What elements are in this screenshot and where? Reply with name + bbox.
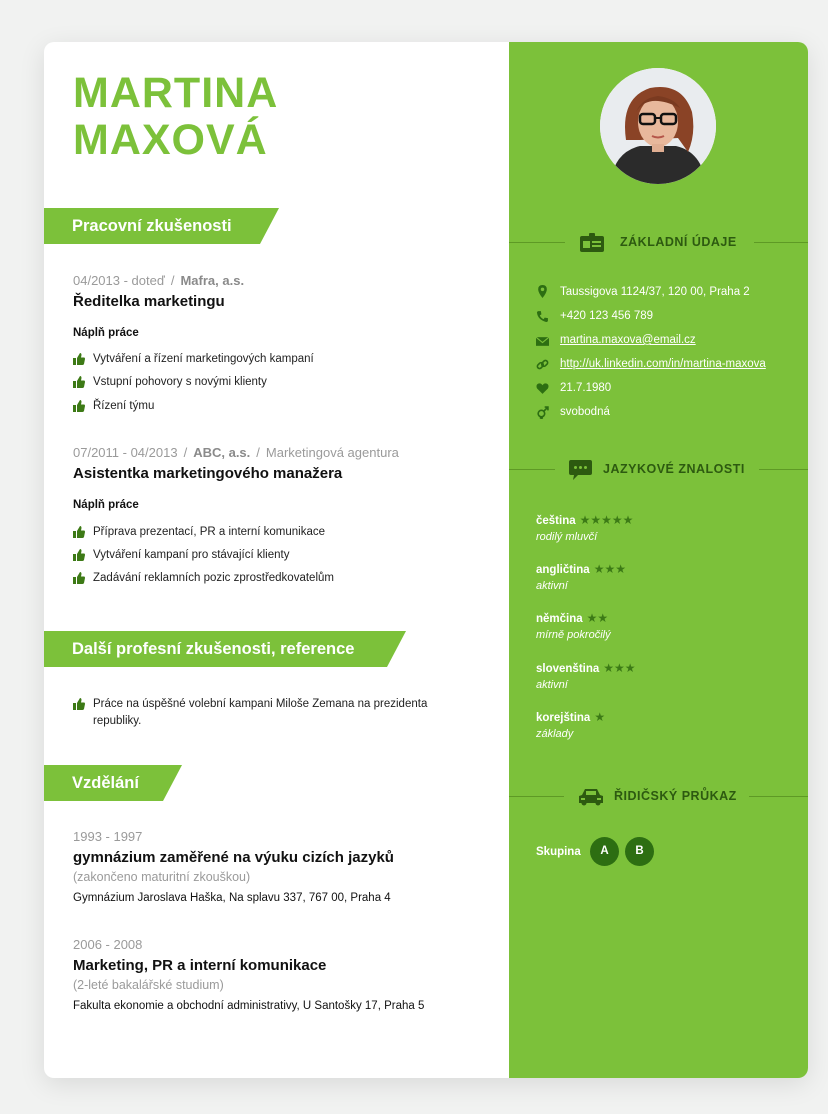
candidate-name (73, 70, 278, 164)
language-stars: ★★★★★ (579, 513, 634, 527)
language-level: mírně pokročilý (536, 629, 611, 641)
section-title-other: Další profesní zkušenosti, reference (72, 640, 355, 658)
language-name: němčina (536, 613, 583, 625)
job-title: Asistentka marketingového manažera (73, 465, 343, 482)
edu-address: Fakulta ekonomie a obchodní administrativy, U Santošky 17, Praha 5 (73, 1000, 425, 1012)
car-icon (578, 788, 604, 806)
edu-address: Gymnázium Jaroslava Haška, Na splavu 337, 767 00, Praha 4 (73, 892, 391, 904)
language-item (536, 661, 636, 675)
info-email[interactable]: martina.maxova@email.cz (560, 334, 696, 346)
edu-title: Marketing, PR a interní komunikace (73, 957, 327, 974)
language-name: korejština (536, 712, 591, 724)
location-pin-icon (536, 285, 549, 298)
info-birthdate: 21.7.1980 (560, 382, 612, 394)
job-period: 04/2013 - doteď (73, 273, 165, 288)
job-period: 07/2011 - 04/2013 (73, 445, 178, 460)
section-title-education: Vzdělání (72, 774, 139, 792)
duty-item: Řízení týmu (93, 400, 155, 412)
license-group-badge: B (625, 837, 654, 866)
info-address: Taussigova 1124/37, 120 00, Praha 2 (560, 286, 750, 298)
job-company: ABC, a.s. (193, 445, 251, 460)
language-stars: ★★★ (603, 661, 636, 675)
edu-note: (2-leté bakalářské studium) (73, 978, 224, 992)
edu-years: 1993 - 1997 (73, 829, 143, 844)
license-title: ŘIDIČSKÝ PRŮKAZ (614, 789, 737, 803)
license-group-badge: A (590, 837, 619, 866)
heart-icon (536, 382, 549, 395)
thumbs-up-icon (73, 698, 85, 710)
section-title-work: Pracovní zkušenosti (72, 217, 232, 235)
thumbs-up-icon (73, 376, 85, 388)
duty-item: Vytváření kampaní pro stávající klienty (93, 549, 290, 561)
language-level: aktivní (536, 679, 568, 691)
phone-icon (536, 310, 549, 323)
thumbs-up-icon (73, 353, 85, 365)
link-icon (536, 358, 549, 371)
profile-photo (600, 68, 716, 184)
language-level: aktivní (536, 580, 568, 592)
name-last: MAXOVÁ (73, 116, 268, 164)
email-icon (536, 335, 549, 348)
language-item (536, 710, 605, 724)
id-card-icon (580, 233, 604, 252)
thumbs-up-icon (73, 572, 85, 584)
job-meta: 07/2011 - 04/2013 / ABC, a.s. / Marketingová agentura (73, 445, 399, 460)
duty-item: Vstupní pohovory s novými klienty (93, 376, 267, 388)
languages-title: JAZYKOVÉ ZNALOSTI (603, 462, 745, 476)
language-level: rodilý mluvčí (536, 531, 598, 543)
basic-info-title: ZÁKLADNÍ ÚDAJE (620, 235, 737, 249)
job-company: Mafra, a.s. (180, 273, 245, 288)
right-column (509, 42, 808, 1078)
duties-label: Náplň práce (73, 327, 139, 339)
language-name: slovenština (536, 663, 600, 675)
speech-bubble-icon (569, 460, 592, 481)
job-title: Ředitelka marketingu (73, 293, 225, 310)
info-phone: +420 123 456 789 (560, 310, 654, 322)
language-item (536, 611, 608, 625)
name-first: MARTINA (73, 69, 279, 117)
thumbs-up-icon (73, 549, 85, 561)
thumbs-up-icon (73, 400, 85, 412)
languages-header (509, 460, 808, 480)
reference-line-2: republiky. (93, 715, 142, 727)
edu-years: 2006 - 2008 (73, 937, 143, 952)
language-stars: ★★★ (593, 562, 626, 576)
basic-info-header (509, 233, 808, 253)
license-group-label: Skupina (536, 846, 581, 858)
cv-sheet (44, 42, 808, 1078)
language-item (536, 513, 633, 527)
license-header (509, 787, 808, 807)
thumbs-up-icon (73, 526, 85, 538)
reference-line-1: Práce na úspěšné volební kampani Miloše Zemana na prezidenta (93, 698, 428, 710)
job-company-type: Marketingová agentura (265, 445, 399, 460)
info-linkedin[interactable]: http://uk.linkedin.com/in/martina-maxova (560, 358, 766, 370)
language-level: základy (536, 728, 574, 740)
info-marital-status: svobodná (560, 406, 610, 418)
language-stars: ★ (594, 710, 606, 724)
language-stars: ★★ (586, 611, 609, 625)
language-name: angličtina (536, 564, 590, 576)
language-item (536, 562, 626, 576)
duties-label: Náplň práce (73, 499, 139, 511)
edu-note: (zakončeno maturitní zkouškou) (73, 870, 251, 884)
left-column (44, 42, 509, 1078)
duty-item: Vytváření a řízení marketingových kampaní (93, 353, 314, 365)
edu-title: gymnázium zaměřené na výuku cizích jazyků (73, 849, 394, 866)
gender-icon (536, 406, 549, 419)
duty-item: Příprava prezentací, PR a interní komunikace (93, 526, 326, 538)
job-meta: 04/2013 - doteď / Mafra, a.s. (73, 273, 245, 288)
language-name: čeština (536, 515, 576, 527)
duty-item: Zadávání reklamních pozic zprostředkovatelům (93, 572, 334, 584)
